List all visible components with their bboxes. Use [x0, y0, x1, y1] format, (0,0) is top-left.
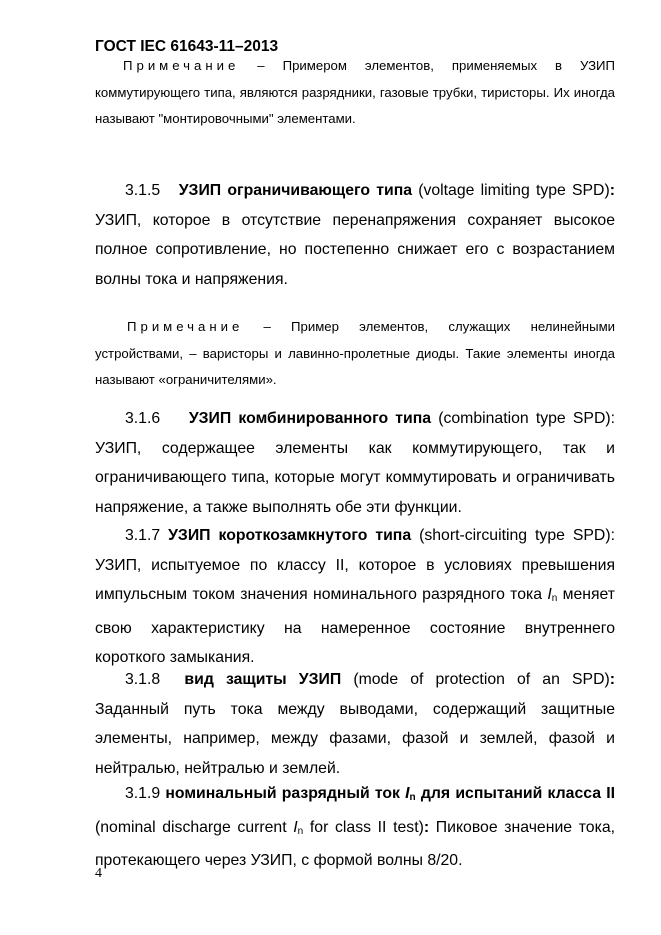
clause-colon: : [423, 818, 430, 836]
clause-definition: УЗИП, которое в отсутствие перенапряжения сохраняет высокое полное сопротивление, но постепенно снижает его с возрастанием волны тока и напряжения. [95, 211, 615, 288]
clause-3-1-8 [95, 665, 615, 783]
clause-number: 3.1.8 [125, 671, 161, 688]
clause-3-1-9 [95, 779, 615, 876]
clause-colon: : [609, 671, 616, 688]
clause-definition-part1: (short-circuiting type SPD): УЗИП, испытуемое по классу II, которое в условиях превышения импульсным током значения номинального разрядного тока [95, 527, 615, 603]
clause-number: 3.1.5 [125, 182, 161, 199]
note-text: – Пример элементов, служащих нелинейными устройствами, – варисторы и лавинно-пролетные диоды. Такие элементы иногда называют «ограничителями». [95, 319, 615, 387]
note-label: Примечание [123, 58, 240, 73]
clause-number: 3.1.6 [125, 410, 161, 427]
clause-english-part1: (nominal discharge current [95, 818, 294, 836]
clause-definition: Заданный путь тока между выводами, содержащий защитные элементы, например, между фазами, фазой и землей, фазой и нейтралью, нейтралью и землей. [95, 700, 615, 777]
clause-3-1-6 [95, 404, 615, 522]
rated-current-symbol: I [547, 586, 552, 603]
clause-number: 3.1.9 [125, 785, 161, 802]
clause-number: 3.1.7 [125, 527, 161, 544]
clause-term-part2: для испытаний класса II [415, 785, 615, 802]
clause-definition-part2: меняет свою характеристику на намеренное состояние внутреннего короткого замыкания. [95, 586, 615, 666]
note-switching-elements [95, 53, 615, 133]
note-limiting-elements [95, 314, 615, 394]
clause-definition: Пиковое значение тока, протекающего через УЗИП, с формой волны 8/20. [95, 818, 615, 869]
clause-term-part1: номинальный разрядный ток [165, 785, 406, 802]
clause-colon: : [609, 182, 615, 199]
clause-3-1-5 [95, 176, 615, 294]
note-text: – Примером элементов, применяемых в УЗИП коммутирующего типа, являются разрядники, газовые трубки, тиристоры. Их иногда называют "монтировочными" элементами. [95, 58, 615, 126]
clause-term: УЗИП ограничивающего типа [178, 182, 413, 199]
document-header: ГОСТ IEC 61643-11–2013 [95, 38, 279, 55]
clause-english-term: (voltage limiting type SPD) [412, 182, 610, 199]
clause-3-1-7 [95, 521, 615, 673]
clause-term: УЗИП комбинированного типа [188, 410, 432, 427]
rated-current-symbol-en: I [293, 818, 298, 836]
clause-term: вид защиты УЗИП [184, 671, 342, 688]
clause-definition: (combination type SPD): УЗИП, содержащее элементы как коммутирующего, так и ограничивающего типа, которые могут коммутировать и ограничивать напряжение, а также выполнять обе эти функции. [95, 410, 615, 516]
clause-term: УЗИП короткозамкнутого типа [168, 527, 412, 544]
rated-current-subscript: n [551, 593, 558, 604]
rated-current-subscript: n [409, 792, 416, 803]
rated-current-subscript-en: n [297, 825, 304, 837]
clause-english-term: (mode of protection of an SPD) [341, 671, 610, 688]
note-label: Примечание [127, 319, 244, 334]
page-number: 4 [95, 866, 102, 881]
rated-current-symbol: I [405, 785, 410, 802]
clause-english-part2: for class II test) [303, 818, 424, 836]
